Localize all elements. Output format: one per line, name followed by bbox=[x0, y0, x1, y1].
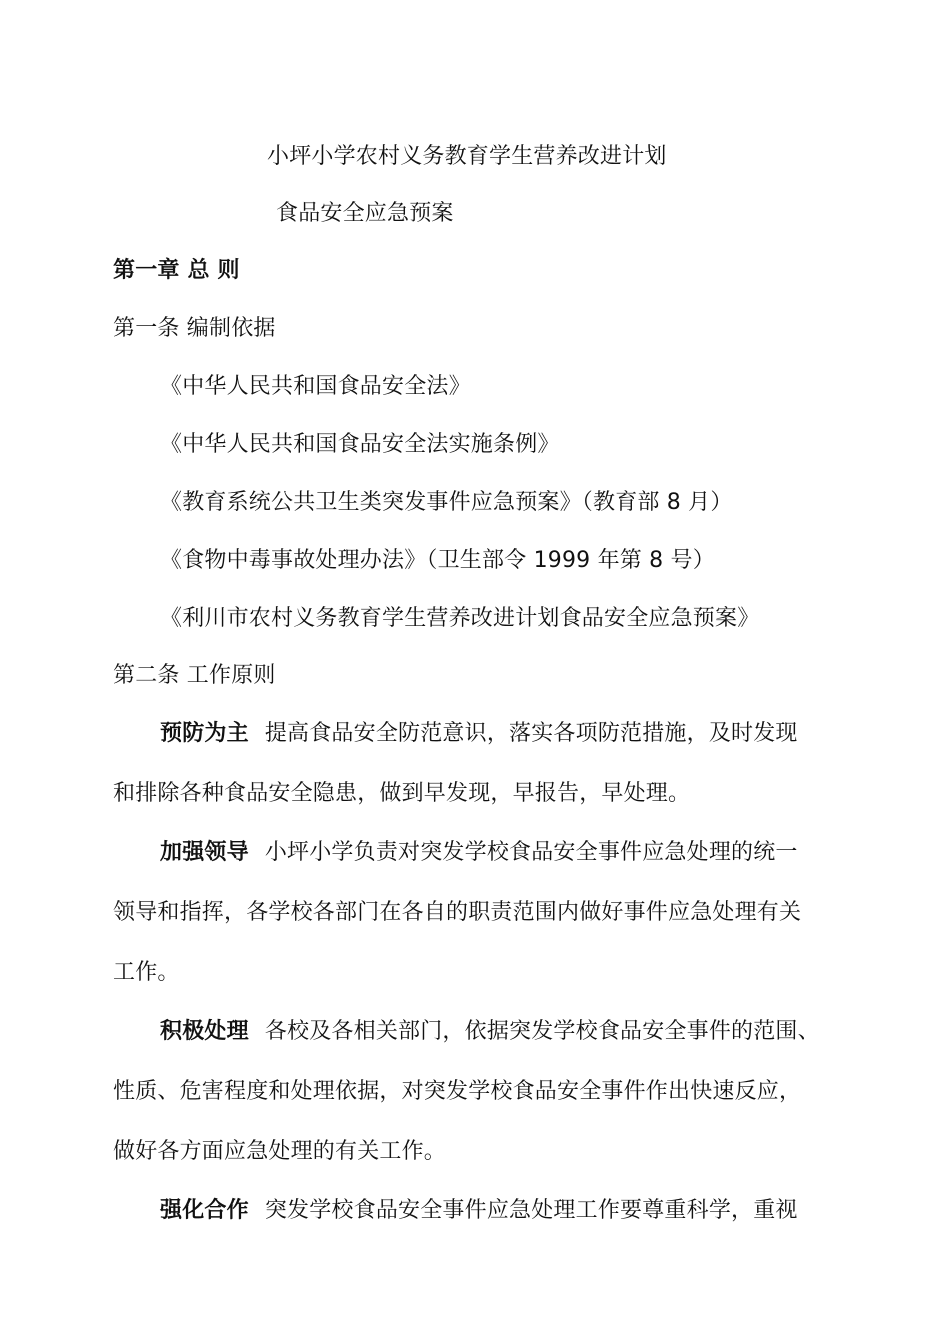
article-heading: 第二条 工作原则 bbox=[113, 663, 276, 688]
principle-text: 突发学校食品安全事件应急处理工作要尊重科学，重视 bbox=[264, 1198, 798, 1223]
law-reference: 《利川市农村义务教育学生营养改进计划食品安全应急预案》 bbox=[160, 606, 760, 631]
law-reference: 《食物中毒事故处理办法》（卫生部令 1999 年第 8 号） bbox=[160, 548, 715, 573]
principle-lead: 强化合作 bbox=[160, 1198, 249, 1223]
principle-line: 性质、危害程度和处理依据，对突发学校食品安全事件作出快速反应， bbox=[113, 1079, 802, 1104]
law-reference: 《中华人民共和国食品安全法实施条例》 bbox=[160, 432, 560, 457]
principle-lead: 加强领导 bbox=[160, 840, 249, 865]
law-reference: 《中华人民共和国食品安全法》 bbox=[160, 374, 471, 399]
chapter-heading: 第一章 总 则 bbox=[113, 258, 240, 283]
document-title: 小坪小学农村义务教育学生营养改进计划 bbox=[267, 144, 667, 169]
principle-line: 和排除各种食品安全隐患，做到早发现，早报告，早处理。 bbox=[113, 781, 691, 806]
principle-line: 做好各方面应急处理的有关工作。 bbox=[113, 1139, 447, 1164]
principle-text: 小坪小学负责对突发学校食品安全事件应急处理的统一 bbox=[264, 840, 798, 865]
principle-line: 工作。 bbox=[113, 960, 180, 985]
principle-line bbox=[160, 838, 798, 868]
principle-line bbox=[160, 719, 798, 749]
principle-text: 各校及各相关部门，依据突发学校食品安全事件的范围、 bbox=[264, 1019, 820, 1044]
principle-lead: 积极处理 bbox=[160, 1019, 249, 1044]
principle-text: 提高食品安全防范意识，落实各项防范措施，及时发现 bbox=[264, 721, 798, 746]
principle-line: 领导和指挥，各学校各部门在各自的职责范围内做好事件应急处理有关 bbox=[113, 900, 802, 925]
article-heading: 第一条 编制依据 bbox=[113, 316, 276, 341]
principle-lead: 预防为主 bbox=[160, 721, 249, 746]
document-subtitle: 食品安全应急预案 bbox=[276, 201, 454, 226]
law-reference: 《教育系统公共卫生类突发事件应急预案》（教育部 8 月） bbox=[160, 490, 733, 515]
principle-line bbox=[160, 1017, 820, 1047]
principle-line bbox=[160, 1196, 798, 1226]
